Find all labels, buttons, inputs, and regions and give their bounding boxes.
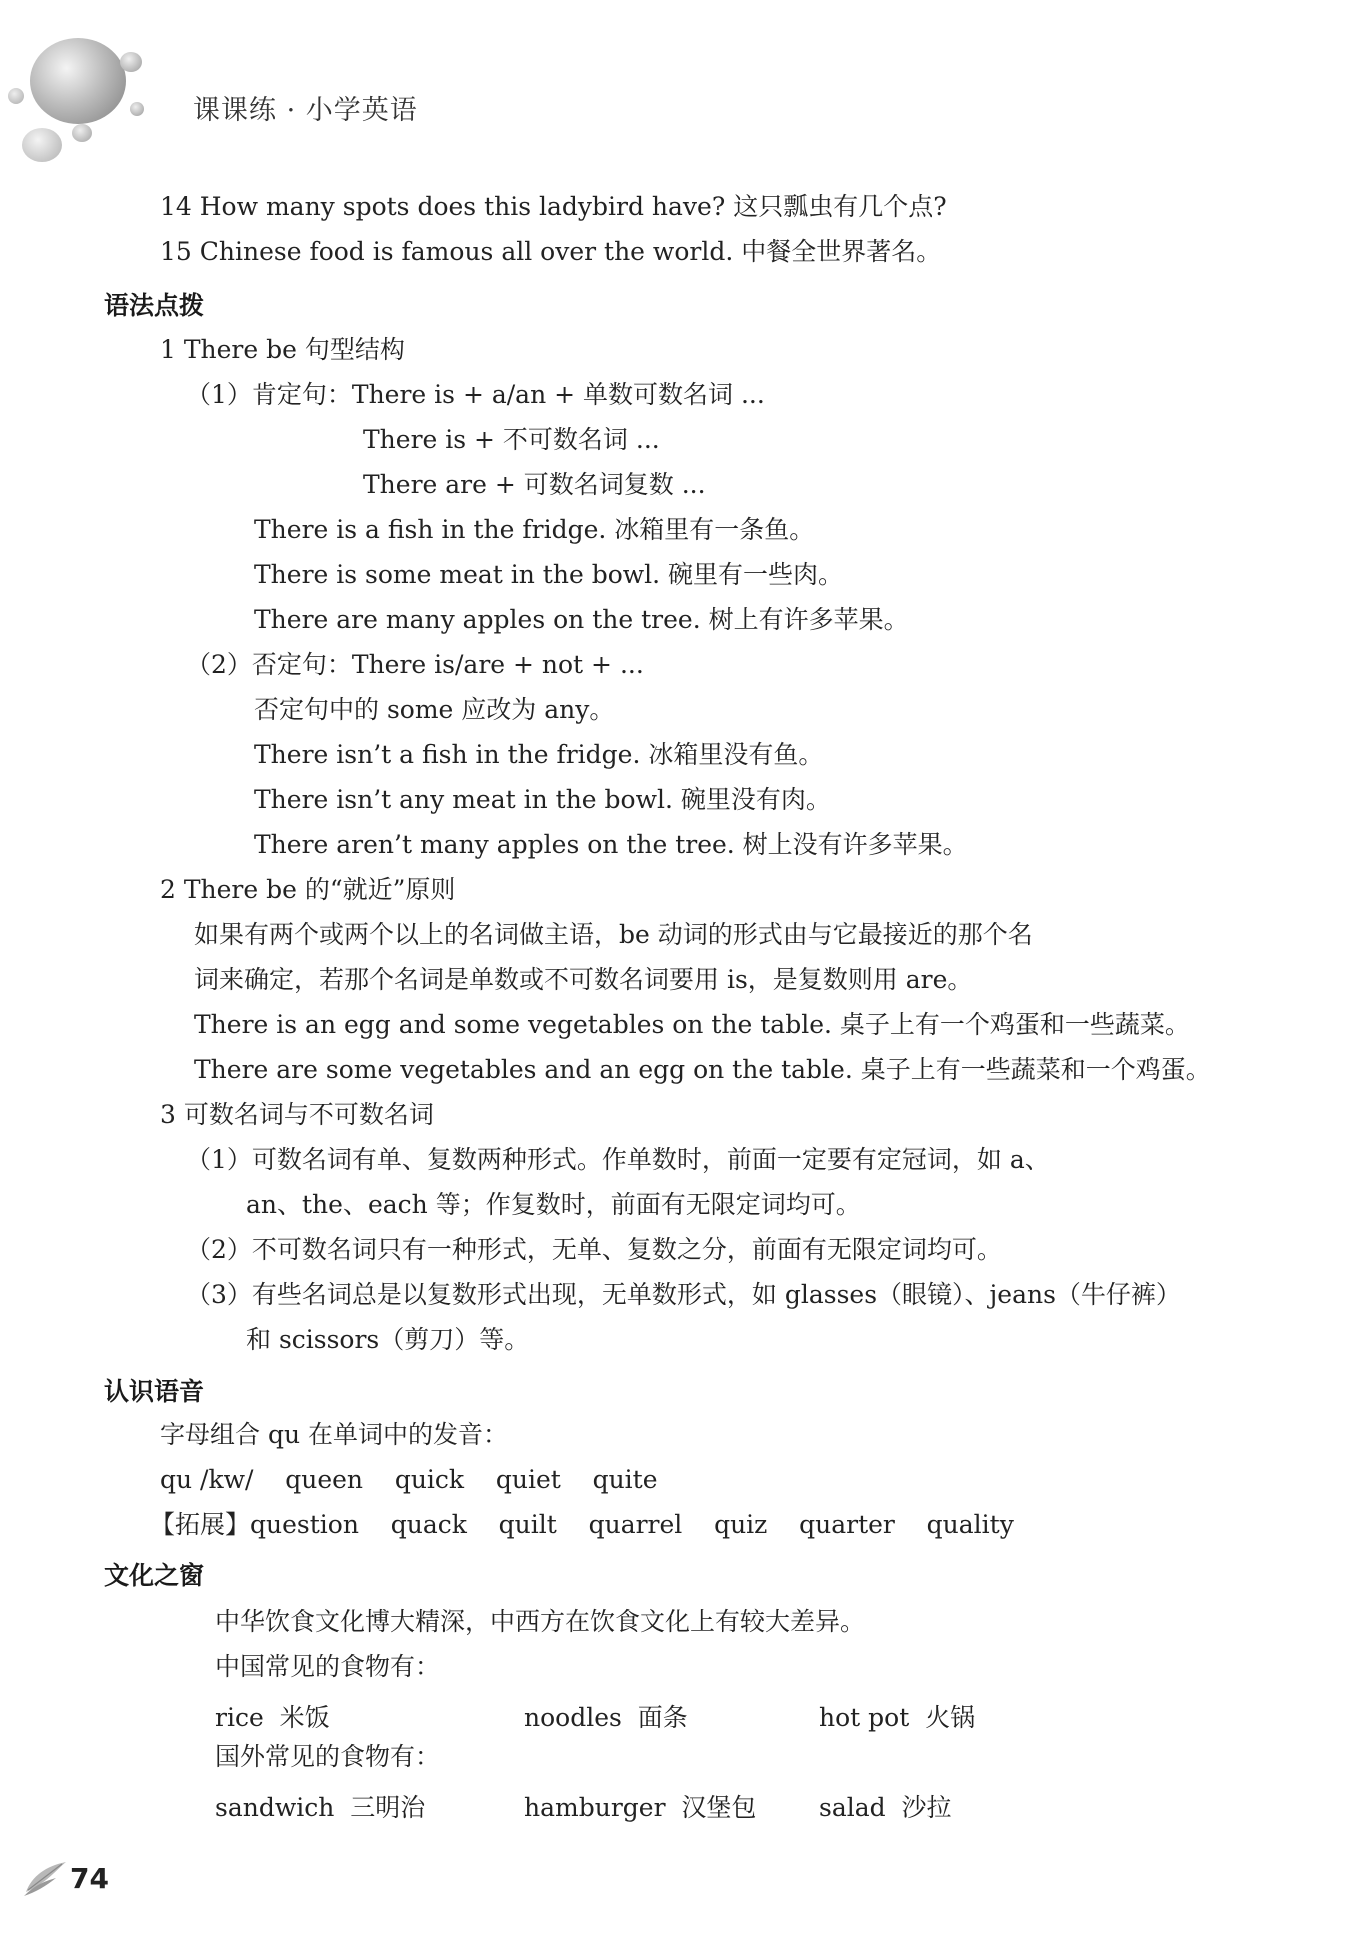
phonics-intro: 字母组合 qu 在单词中的发音： [160, 1420, 508, 1449]
foreign-foods-label: 国外常见的食物有： [215, 1742, 441, 1771]
grammar-point-1-title: 1 There be 句型结构 [160, 335, 405, 364]
negative-rule: （2）否定句：There is/are + not + ... [186, 650, 644, 679]
grammar-point-2-title: 2 There be 的“就近”原则 [160, 875, 456, 904]
page-number: 74 [70, 1862, 109, 1895]
culture-intro: 中华饮食文化博大精深，中西方在饮食文化上有较大差异。 [215, 1607, 866, 1636]
affirmative-rule-3: There are + 可数名词复数 ... [363, 470, 706, 499]
plural-only-noun-rule-cont: 和 scissors（剪刀）等。 [246, 1325, 530, 1354]
example-sentence: There aren’t many apples on the tree. 树上没有许多苹果。 [254, 830, 968, 859]
example-sentence: There isn’t a fish in the fridge. 冰箱里没有鱼。 [254, 740, 824, 769]
phonics-word-list: qu /kw/ queen quick quiet quite [160, 1465, 658, 1494]
culture-section-heading: 文化之窗 [104, 1561, 205, 1590]
chinese-foods-label: 中国常见的食物有： [215, 1652, 441, 1681]
negative-note: 否定句中的 some 应改为 any。 [254, 695, 615, 724]
example-sentence: There is some meat in the bowl. 碗里有一些肉。 [254, 560, 844, 589]
grammar-section-heading: 语法点拨 [104, 291, 205, 320]
phonics-extension-list: 【拓展】question quack quilt quarrel quiz quarter quality [150, 1510, 1014, 1539]
bubble-decoration [120, 52, 142, 72]
example-sentence: There isn’t any meat in the bowl. 碗里没有肉。 [254, 785, 831, 814]
countable-noun-rule: （1）可数名词有单、复数两种形式。作单数时，前面一定要有定冠词，如 a、 [186, 1145, 1050, 1174]
sentence-15: 15 Chinese food is famous all over the world. 中餐全世界著名。 [160, 237, 942, 266]
grammar-point-2-text: 如果有两个或两个以上的名词做主语，be 动词的形式由与它最接近的那个名 [194, 920, 1033, 949]
grammar-point-3-title: 3 可数名词与不可数名词 [160, 1100, 434, 1129]
countable-noun-rule-cont: an、the、each 等；作复数时，前面有无限定词均可。 [246, 1190, 861, 1219]
example-sentence: There is a fish in the fridge. 冰箱里有一条鱼。 [254, 515, 815, 544]
grammar-point-2-text: 词来确定，若那个名词是单数或不可数名词要用 is，是复数则用 are。 [194, 965, 973, 994]
food-item: hot pot 火锅 [819, 1703, 976, 1732]
bubble-decoration [8, 88, 24, 104]
example-sentence: There is an egg and some vegetables on the table. 桌子上有一个鸡蛋和一些蔬菜。 [194, 1010, 1190, 1039]
food-item: hamburger 汉堡包 [524, 1793, 757, 1822]
running-header-title: 课课练 · 小学英语 [193, 95, 418, 126]
example-sentence: There are many apples on the tree. 树上有许多苹果。 [254, 605, 909, 634]
phonics-section-heading: 认识语音 [104, 1377, 205, 1406]
food-item: salad 沙拉 [819, 1793, 952, 1822]
plural-only-noun-rule: （3）有些名词总是以复数形式出现，无单数形式，如 glasses（眼镜）、jeans（牛仔裤） [186, 1280, 1181, 1309]
food-item: rice 米饭 [215, 1703, 330, 1732]
food-item: noodles 面条 [524, 1703, 688, 1732]
bubble-decoration [130, 102, 144, 116]
bubble-decoration [72, 124, 92, 142]
example-sentence: There are some vegetables and an egg on the table. 桌子上有一些蔬菜和一个鸡蛋。 [194, 1055, 1211, 1084]
bubble-decoration [30, 38, 126, 124]
sentence-14: 14 How many spots does this ladybird have? 这只瓢虫有几个点? [160, 192, 947, 221]
leaf-icon [22, 1858, 70, 1898]
affirmative-rule-2: There is + 不可数名词 ... [363, 425, 660, 454]
bubble-decoration [22, 128, 62, 162]
food-item: sandwich 三明治 [215, 1793, 426, 1822]
affirmative-rule-1: （1）肯定句：There is + a/an + 单数可数名词 ... [186, 380, 765, 409]
uncountable-noun-rule: （2）不可数名词只有一种形式，无单、复数之分，前面有无限定词均可。 [186, 1235, 1002, 1264]
